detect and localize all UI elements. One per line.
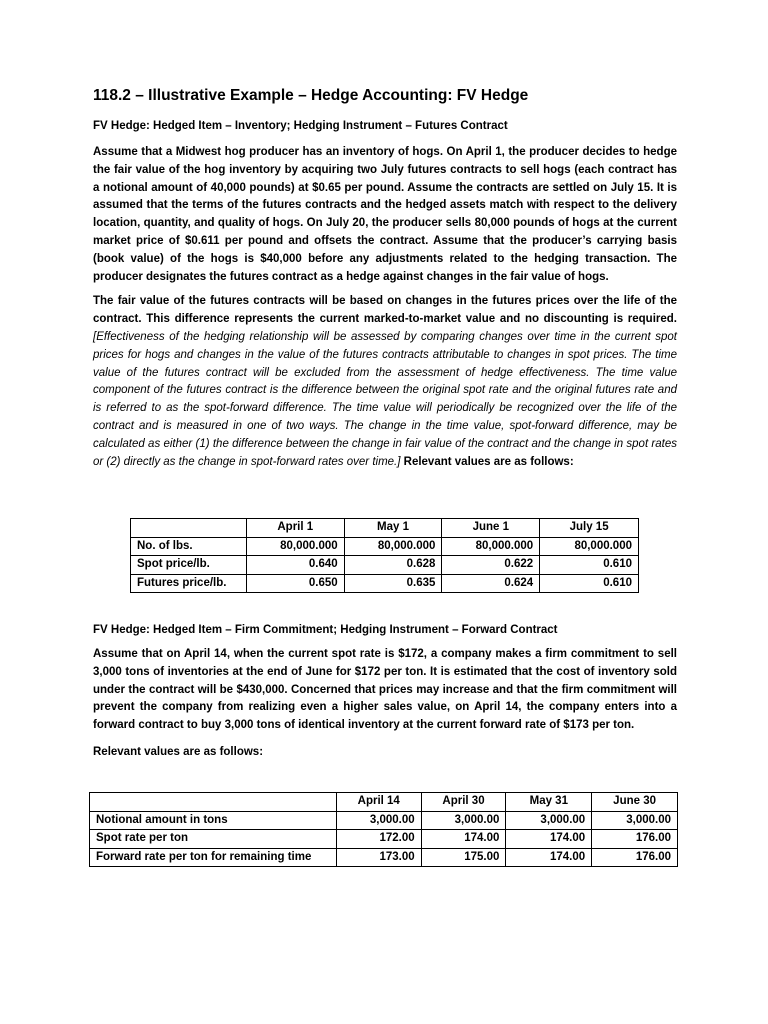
table-cell: 174.00 (506, 848, 592, 867)
table-row (90, 848, 678, 867)
document-page (93, 86, 677, 471)
table-row (90, 830, 678, 849)
column-header: May 1 (344, 519, 442, 538)
table-cell: 173.00 (336, 848, 421, 867)
table-cell: 0.650 (246, 574, 344, 593)
table-cell: 174.00 (506, 830, 592, 849)
section1-paragraph-2 (93, 293, 677, 471)
row-label: Spot rate per ton (90, 830, 337, 849)
hog-values-table (130, 518, 639, 593)
table-cell: 176.00 (592, 848, 678, 867)
table-cell: 0.628 (344, 556, 442, 575)
table-row (131, 537, 639, 556)
section2-block (93, 622, 677, 760)
table-cell: 80,000.000 (344, 537, 442, 556)
table-cell: 3,000.00 (592, 811, 678, 830)
table-cell: 0.610 (540, 574, 639, 593)
table-cell: 175.00 (421, 848, 506, 867)
forward-values-table (89, 792, 678, 867)
table-cell: 176.00 (592, 830, 678, 849)
para2-italic-text: [Effectiveness of the hedging relationship will be assessed by comparing changes over time in the current spot prices for hogs and changes in the value of the futures contracts attributable to changes in spot prices. The time value of the futures contract will be excluded from the assessment of hedge effectiveness. The time value component of the futures contract is the difference between the original spot rate and the original futures rate and is referred to as the spot-forward difference. The time value will periodically be recognized over the life of the contract and is measured in one of two ways. The change in the time value, spot-forward difference, may be calculated as either (1) the difference between the change in fair value of the contract and the change in spot rates or (2) directly as the change in spot-forward rates over time.] (93, 330, 677, 468)
page-title: 118.2 – Illustrative Example – Hedge Accounting: FV Hedge (93, 87, 529, 104)
column-header: April 1 (246, 519, 344, 538)
column-header: April 14 (336, 793, 421, 812)
section2-paragraph-1: Assume that on April 14, when the current spot rate is $172, a company makes a firm commitment to sell 3,000 tons of inventories at the end of June for $172 per ton. It is estimated that the cost of inventory sold under the contract will be $430,000. Concerned that prices may increase and that the firm commitment will prevent the company from realizing even a higher sales value, on April 14, the company enters into a forward contract to buy 3,000 tons of identical inventory at the current forward rate of $173 per ton. (93, 648, 677, 732)
para2-bold-text: The fair value of the futures contracts will be based on changes in the futures prices over the life of the contract. This difference represents the current marked-to-market value and no discounting is required. (93, 295, 677, 326)
table-cell: 0.640 (246, 556, 344, 575)
column-header: May 31 (506, 793, 592, 812)
column-header: July 15 (540, 519, 639, 538)
row-label: Forward rate per ton for remaining time (90, 848, 337, 867)
table-header-row (131, 519, 639, 538)
table-cell: 0.635 (344, 574, 442, 593)
table-corner-cell (131, 519, 247, 538)
table-cell: 80,000.000 (246, 537, 344, 556)
column-header: June 1 (442, 519, 540, 538)
row-label: No. of lbs. (131, 537, 247, 556)
row-label: Futures price/lb. (131, 574, 247, 593)
table-corner-cell (90, 793, 337, 812)
row-label: Notional amount in tons (90, 811, 337, 830)
para2-tail-text: Relevant values are as follows: (403, 455, 574, 468)
column-header: April 30 (421, 793, 506, 812)
table-cell: 80,000.000 (442, 537, 540, 556)
table-cell: 3,000.00 (336, 811, 421, 830)
row-label: Spot price/lb. (131, 556, 247, 575)
section2-subtitle: FV Hedge: Hedged Item – Firm Commitment; Hedging Instrument – Forward Contract (93, 624, 558, 636)
table-cell: 3,000.00 (421, 811, 506, 830)
table-cell: 0.610 (540, 556, 639, 575)
table-cell: 0.624 (442, 574, 540, 593)
section1-subtitle: FV Hedge: Hedged Item – Inventory; Hedging Instrument – Futures Contract (93, 120, 508, 132)
table-header-row (90, 793, 678, 812)
table-cell: 0.622 (442, 556, 540, 575)
table-cell: 172.00 (336, 830, 421, 849)
table-cell: 3,000.00 (506, 811, 592, 830)
table-row (90, 811, 678, 830)
column-header: June 30 (592, 793, 678, 812)
section1-paragraph-1: Assume that a Midwest hog producer has an inventory of hogs. On April 1, the producer decides to hedge the fair value of the hog inventory by acquiring two July futures contracts to sell hogs (each contract has a notional amount of 40,000 pounds) at $0.65 per pound. Assume the contracts are settled on July 15. It is assumed that the terms of the futures contracts and the hedged assets match with respect to the delivery location, quantity, and quality of hogs. On July 20, the producer sells 80,000 pounds of hogs at the current market price of $0.611 per pound and offsets the contract. Assume that the producer’s carrying basis (book value) of the hogs is $40,000 before any adjustments related to the hedging transaction. The producer designates the futures contract as a hedge against changes in the fair value of hogs. (93, 146, 677, 283)
table-cell: 174.00 (421, 830, 506, 849)
section2-lead: Relevant values are as follows: (93, 745, 264, 758)
table-row (131, 574, 639, 593)
table-cell: 80,000.000 (540, 537, 639, 556)
table-row (131, 556, 639, 575)
